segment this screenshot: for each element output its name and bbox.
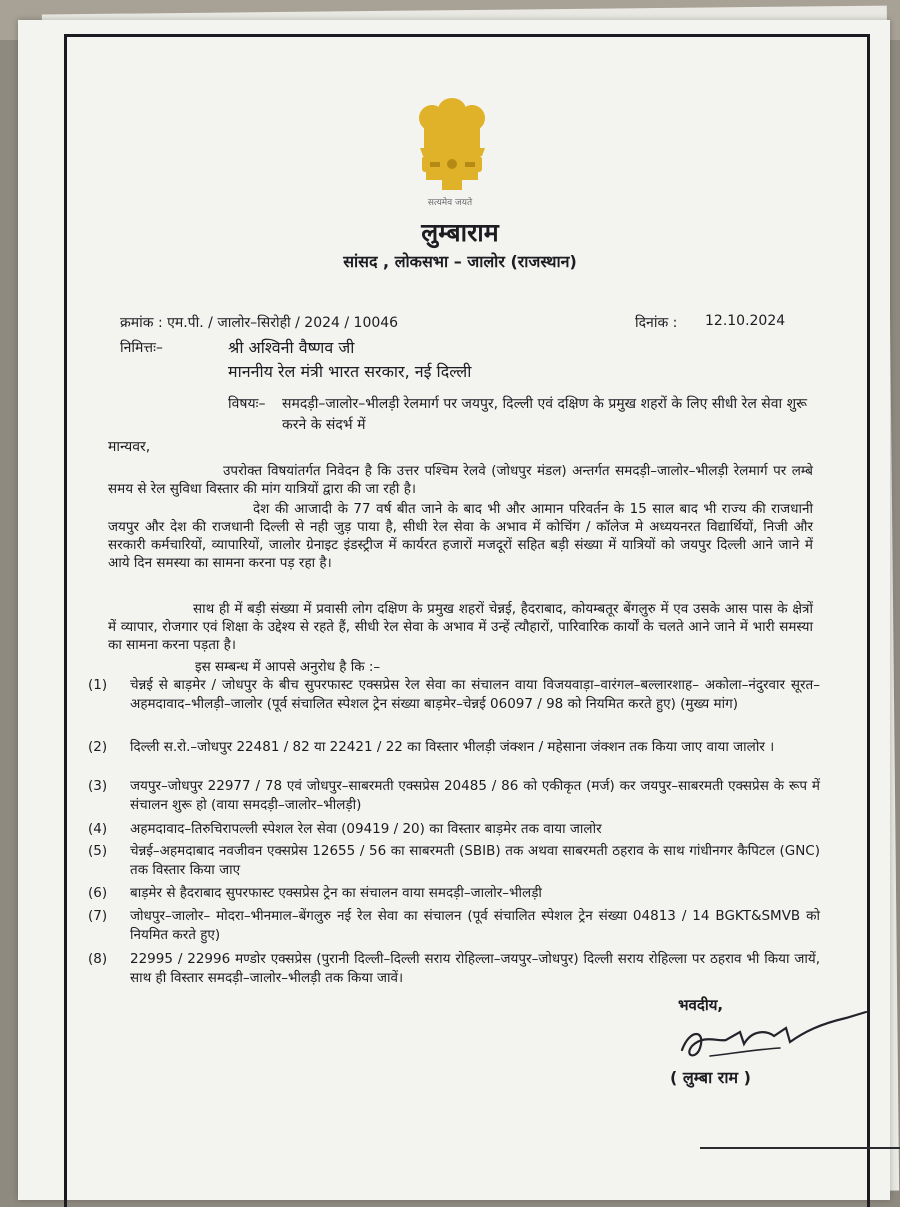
- request-number: (7): [88, 908, 108, 924]
- request-number: (1): [88, 677, 108, 693]
- date-value: 12.10.2024: [705, 313, 786, 329]
- request-number: (6): [88, 885, 108, 901]
- subject-text: समदड़ी–जालोर–भीलड़ी रेलमार्ग पर जयपुर, दिल्ली एवं दक्षिण के प्रमुख शहरों के लिए सीधी रेल सेवा शुरू करने के संदर्भ में: [282, 396, 807, 433]
- request-text: जोधपुर–जालोर– मोदरा–भीनमाल–बेंगलुरु नई रेल सेवा का संचालन (पूर्व संचालित स्पेशल ट्रेन संख्या 04813 / 14 BGKT&SMVB को नियमित करते हुए): [130, 908, 820, 943]
- letterhead-name: लुम्बाराम: [421, 218, 499, 247]
- valediction: भवदीय,: [678, 996, 724, 1014]
- request-number: (3): [88, 778, 108, 794]
- recipient-title: माननीय रेल मंत्री भारत सरकार, नई दिल्ली: [228, 362, 472, 381]
- request-number: (5): [88, 843, 108, 859]
- request-text: जयपुर–जोधपुर 22977 / 78 एवं जोधपुर–साबरमती एक्सप्रेस 20485 / 86 को एकीकृत (मर्ज) कर जयपुर–साबरमती एक्सप्रेस के रूप में संचालन शुरू हो (वाया समदड़ी–जालोर–भीलड़ी): [130, 778, 820, 813]
- salutation: मान्यवर,: [108, 439, 151, 455]
- date-label: दिनांक :: [635, 315, 678, 331]
- bottom-divider: [700, 1147, 900, 1149]
- reference-number: क्रमांक : एम.पी. / जालोर–सिरोही / 2024 / 10046: [120, 315, 399, 331]
- body-paragraph-1: उपरोक्त विषयांतर्गत निवेदन है कि उत्तर पश्चिम रेलवे (जोधपुर मंडल) अन्तर्गत समदड़ी–जालोर–भीलड़ी रेलमार्ग पर लम्बे समय से रेल सुविधा विस्तार की मांग यात्रियों द्वारा की जा रही है।: [108, 463, 813, 497]
- request-text: दिल्ली स.रो.–जोधपुर 22481 / 82 या 22421 / 22 का विस्तार भीलड़ी जंक्शन / महेसाना जंक्शन तक किया जाए वाया जालोर ।: [130, 739, 775, 755]
- request-text: अहमदावाद–तिरुचिरापल्ली स्पेशल रेल सेवा (09419 / 20) का विस्तार बाड़मेर तक वाया जालोर: [130, 821, 602, 837]
- body-paragraph-3: साथ ही में बड़ी संख्या में प्रवासी लोग दक्षिण के प्रमुख शहरों चेन्नई, हैदराबाद, कोयम्बतूर बेंगलुरु में एव उसके आस पास के क्षेत्रों में व्यापार, रोजगार एवं शिक्षा के उद्देश्य से रहते हैं, सीधी रेल सेवा के अभाव में उन्हें त्यौहारों, पारिवारिक कार्यों के चलते आने जाने में भारी समस्या का सामना करना पड़ता है।: [108, 601, 813, 653]
- request-text: बाड़मेर से हैदराबाद सुपरफास्ट एक्सप्रेस ट्रेन का संचालन वाया समदड़ी–जालोर–भीलड़ी: [130, 885, 542, 901]
- subject-label: विषयः–: [228, 396, 266, 412]
- request-text: 22995 / 22996 मण्डोर एक्सप्रेस (पुरानी दिल्ली–दिल्ली सराय रोहिल्ला–जयपुर–जोधपुर) दिल्ली सराय रोहिल्ला पर ठहराव भी किया जायें, साथ ही विस्तार समदड़ी–जालोर–भीलड़ी तक किया जावें।: [130, 951, 820, 986]
- body-paragraph-2: देश की आजादी के 77 वर्ष बीत जाने के बाद भी और आमान परिवर्तन के 15 साल बाद भी राज्य की राजधानी जयपुर और देश की राजधानी दिल्ली से नही जुड़ पाया है, सीधी रेल सेवा के अभाव में कोचिंग / कॉलेज मे अध्ययनरत विद्यार्थियों, निजी और सरकारी कर्मचारियों, व्यापारियों, जालोर ग्रेनाइट इंडस्ट्रीज में कार्यरत हजारों मजदूरों सहित बड़ी संख्या में यात्रियों को जयपुर दिल्ली आने जाने में आये दिन समस्या का सामना करना पड़ रहा है।: [108, 501, 813, 571]
- national-emblem-icon: [410, 92, 495, 202]
- emblem-motto: सत्यमेव जयते: [427, 198, 473, 208]
- letterhead-designation: सांसद , लोकसभा – जालोर (राजस्थान): [343, 252, 577, 271]
- signatory-name: ( लुम्बा राम ): [670, 1068, 751, 1087]
- request-text: चेन्नई–अहमदाबाद नवजीवन एक्सप्रेस 12655 / 56 का साबरमती (SBIB) तक अथवा साबरमती ठहराव के साथ गांधीनगर कैपिटल (GNC) तक विस्तार किया जाए: [130, 843, 820, 878]
- signature-icon: [670, 1010, 870, 1070]
- request-text: चेन्नई से बाड़मेर / जोधपुर के बीच सुपरफास्ट एक्सप्रेस रेल सेवा का संचालन वाया विजयवाड़ा–वारंगल–बल्लारशाह– अकोला–नंदुरवार सूरत–अहमदावाद–भीलड़ी–जालोर (पूर्व संचालित स्पेशल ट्रेन संख्या बाड़मेर–चेन्नई 06097 / 98 को नियमित करते हुए) (मुख्य मांग): [130, 677, 820, 712]
- request-number: (8): [88, 951, 108, 967]
- request-number: (4): [88, 821, 108, 837]
- request-number: (2): [88, 739, 108, 755]
- request-intro: इस सम्बन्ध में आपसे अनुरोध है कि :–: [195, 659, 381, 675]
- recipient-label: निमित्तः–: [120, 340, 163, 356]
- recipient-name: श्री अश्विनी वैष्णव जी: [228, 338, 355, 357]
